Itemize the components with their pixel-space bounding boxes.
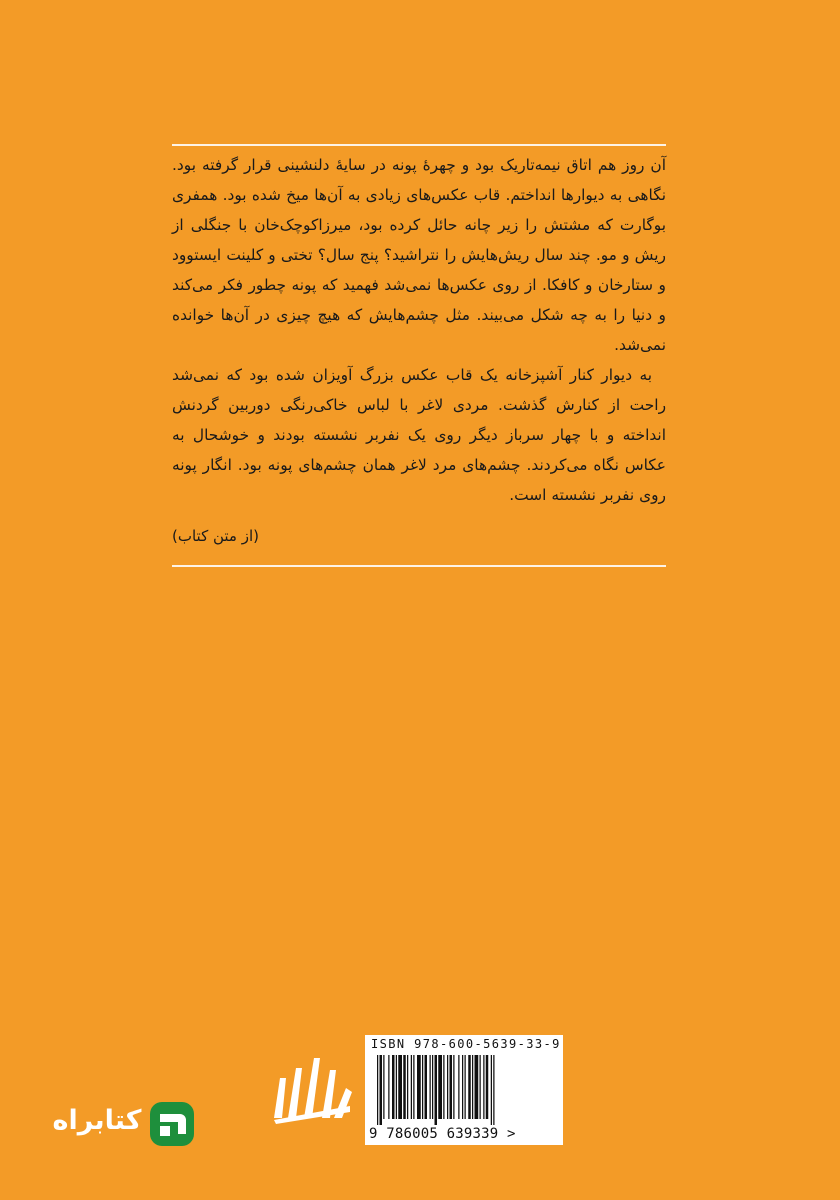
barcode-bar bbox=[472, 1055, 473, 1119]
barcode-bar bbox=[407, 1055, 408, 1119]
barcode-bar bbox=[380, 1055, 383, 1125]
barcode-bar bbox=[453, 1055, 454, 1119]
barcode-bar bbox=[486, 1055, 489, 1119]
kitabrah-book-icon bbox=[148, 1100, 196, 1148]
barcode-bars bbox=[377, 1055, 553, 1125]
book-excerpt bbox=[172, 150, 666, 510]
barcode-bar bbox=[392, 1055, 395, 1119]
barcode-bar bbox=[377, 1055, 378, 1125]
barcode-bar bbox=[491, 1055, 492, 1125]
kitabrah-wordmark: کتابراه bbox=[52, 1105, 142, 1136]
barcode-bar bbox=[430, 1055, 431, 1119]
barcode-bar bbox=[417, 1055, 421, 1119]
excerpt-source: (از متن کتاب) bbox=[172, 527, 259, 545]
barcode-bar bbox=[438, 1055, 442, 1119]
kitabrah-logo bbox=[36, 1100, 196, 1148]
barcode-bar bbox=[396, 1055, 397, 1119]
excerpt-paragraph-2: به دیوار کنار آشپزخانه یک قاب عکس بزرگ آویزان شده بود که نمی‌شد راحت از کنارش گذشت. مردی لاغر با لباس خاکی‌رنگی دوربین گردنش انداخته و با چهار سرباز دیگر روی یک نفربر نشسته بودند و خوشحال به عکاس نگاه می‌کردند. چشم‌های مرد لاغر همان چشم‌های پونه بود. انگار پونه روی نفربر نشسته است. bbox=[172, 366, 666, 504]
isbn-label: ISBN 978-600-5639-33-9 bbox=[371, 1037, 561, 1051]
barcode-bar bbox=[411, 1055, 412, 1119]
barcode-bar bbox=[468, 1055, 471, 1119]
barcode-bar bbox=[383, 1055, 384, 1119]
barcode-bar bbox=[432, 1055, 433, 1119]
publisher-logo bbox=[270, 1048, 354, 1124]
barcode-bar bbox=[450, 1055, 453, 1119]
barcode-bar bbox=[480, 1055, 481, 1119]
barcode-bar bbox=[447, 1055, 448, 1119]
barcode-bar bbox=[462, 1055, 463, 1119]
barcode-bar bbox=[435, 1055, 438, 1125]
barcode-bar bbox=[475, 1055, 479, 1119]
barcode-bar bbox=[483, 1055, 484, 1119]
barcode-bar bbox=[493, 1055, 494, 1125]
barcode-bar bbox=[458, 1055, 459, 1119]
barcode-bar bbox=[465, 1055, 466, 1119]
barcode-bar bbox=[443, 1055, 444, 1119]
isbn-barcode bbox=[365, 1035, 563, 1145]
barcode-bar bbox=[388, 1055, 389, 1119]
barcode-bar bbox=[413, 1055, 414, 1119]
bottom-divider bbox=[172, 565, 666, 567]
barcode-digits: 9 786005 639339 > bbox=[369, 1126, 516, 1142]
excerpt-paragraph-1: آن روز هم اتاق نیمه‌تاریک بود و چهرهٔ پونه در سایهٔ دلنشینی قرار گرفته بود. نگاهی به دیوارها انداختم. قاب عکس‌های زیادی به آن‌ها میخ شده بود. همفری بوگارت که مشتش را زیر چانه حائل کرده بود، میرزاکوچک‌خان با جنگلی از ریش و مو. چند سال ریش‌هایش را نتراشید؟ پنج سال؟ تختی و کلینت ایستوود و ستارخان و کافکا. از روی عکس‌ها نمی‌شد فهمید که پونه چطور فکر می‌کند و دنیا را به چه شکل می‌بیند. مثل چشم‌هایش که هیچ چیزی در آن‌ها خوانده نمی‌شد. bbox=[172, 156, 666, 354]
barcode-bar bbox=[398, 1055, 402, 1119]
top-divider bbox=[172, 144, 666, 146]
barcode-bar bbox=[425, 1055, 428, 1119]
barcode-bar bbox=[403, 1055, 406, 1119]
barcode-bar bbox=[422, 1055, 423, 1119]
